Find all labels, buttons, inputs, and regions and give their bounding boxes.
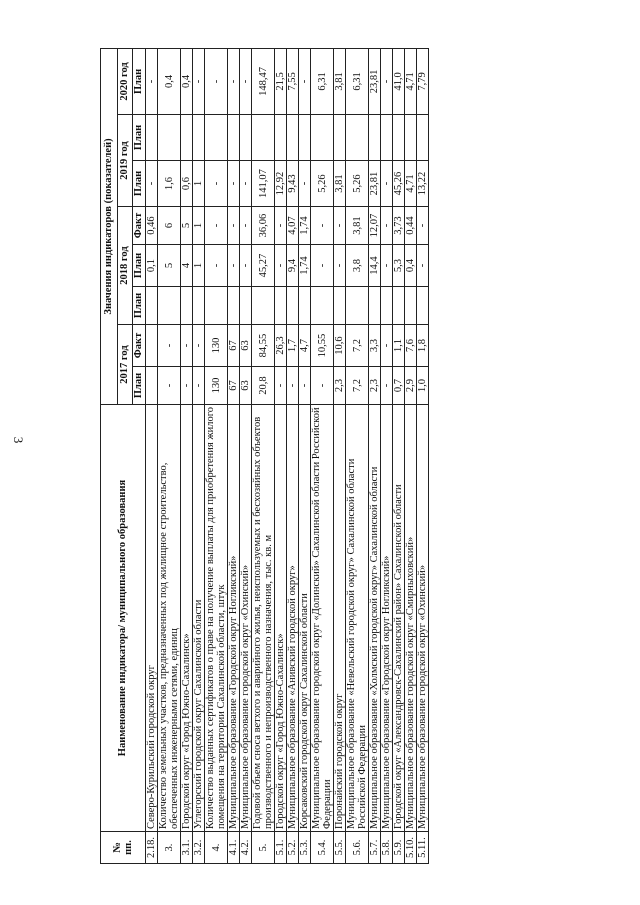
value-cell: 7,2: [346, 367, 369, 405]
value-cell: 3,73: [393, 207, 405, 245]
row-number: 5.1.: [275, 832, 287, 864]
indicator-table-rotated: [100, 49, 630, 864]
empty-cell: [287, 287, 299, 325]
empty-cell: [405, 287, 417, 325]
table-row: [381, 48, 393, 863]
table-row: [252, 48, 275, 863]
value-cell: 4,07: [287, 207, 299, 245]
empty-cell: [275, 115, 287, 161]
value-cell: -: [381, 207, 393, 245]
row-number: 5.9.: [393, 832, 405, 864]
row-name: Количество выданных сертификатов о праве на получение выплаты для приобретения жилого помещения на территории Сахалинской области, штук: [205, 405, 228, 832]
row-number: 5.5.: [334, 832, 346, 864]
empty-cell: [146, 115, 158, 161]
empty-cell: [417, 287, 429, 325]
page-number: 3: [11, 436, 26, 444]
value-cell: 41,0: [393, 48, 405, 114]
row-number: 2.18.: [146, 832, 158, 864]
row-name: Городской округ «Город Южно-Сахалинск»: [181, 405, 193, 832]
header-year-2017: 2017 год: [118, 325, 133, 405]
value-cell: -: [381, 245, 393, 287]
row-number: 3.2.: [193, 832, 205, 864]
value-cell: -: [205, 161, 228, 207]
value-cell: -: [311, 207, 334, 245]
value-cell: 141,07: [252, 161, 275, 207]
empty-cell: [381, 287, 393, 325]
empty-cell: [369, 115, 381, 161]
value-cell: -: [299, 161, 311, 207]
value-cell: 4,71: [405, 48, 417, 114]
row-number: 5.11.: [417, 832, 429, 864]
value-cell: 4,7: [299, 325, 311, 367]
value-cell: -: [181, 325, 193, 367]
table-row: [158, 48, 181, 863]
value-cell: 1,0: [417, 367, 429, 405]
value-cell: 3,8: [346, 245, 369, 287]
value-cell: 1,7: [287, 325, 299, 367]
value-cell: -: [275, 367, 287, 405]
value-cell: 2,9: [405, 367, 417, 405]
value-cell: 1: [193, 161, 205, 207]
value-cell: 13,22: [417, 161, 429, 207]
table-row: [369, 48, 381, 863]
value-cell: 5,26: [346, 161, 369, 207]
table-row: [405, 48, 417, 863]
value-cell: [146, 325, 158, 367]
empty-cell: [181, 115, 193, 161]
value-cell: -: [228, 161, 240, 207]
value-cell: [146, 367, 158, 405]
value-cell: 130: [205, 325, 228, 367]
empty-cell: [393, 115, 405, 161]
empty-cell: [346, 115, 369, 161]
row-number: 5.4.: [311, 832, 334, 864]
empty-cell: [381, 115, 393, 161]
value-cell: 1: [193, 245, 205, 287]
empty-cell: [299, 115, 311, 161]
value-cell: -: [158, 367, 181, 405]
value-cell: 1: [193, 207, 205, 245]
row-name: Городской округ «Александровск-Сахалинский район» Сахалинской области: [393, 405, 405, 832]
table-row: [311, 48, 334, 863]
row-number: 4.: [205, 832, 228, 864]
value-cell: 84,55: [252, 325, 275, 367]
empty-cell: [181, 287, 193, 325]
row-name: Муниципальное образование «Невельский городской округ» Сахалинской области Российской Федерации: [346, 405, 369, 832]
value-cell: -: [146, 161, 158, 207]
value-cell: 0,7: [393, 367, 405, 405]
value-cell: -: [240, 161, 252, 207]
value-cell: -: [240, 245, 252, 287]
value-cell: -: [334, 245, 346, 287]
indicator-table: [100, 48, 429, 864]
empty-cell: [252, 287, 275, 325]
value-cell: 0,4: [181, 48, 193, 114]
value-cell: 12,07: [369, 207, 381, 245]
value-cell: 3,81: [334, 161, 346, 207]
row-number: 5.7.: [369, 832, 381, 864]
table-row: [346, 48, 369, 863]
value-cell: 7,2: [346, 325, 369, 367]
value-cell: -: [334, 207, 346, 245]
value-cell: 2,3: [334, 367, 346, 405]
row-name: Муниципальное образование городской округ «Смирныховский»: [405, 405, 417, 832]
value-cell: 0,1: [146, 245, 158, 287]
header-plan: План: [133, 48, 146, 114]
value-cell: -: [193, 325, 205, 367]
value-cell: 26,3: [275, 325, 287, 367]
value-cell: -: [158, 325, 181, 367]
empty-cell: [311, 115, 334, 161]
header-year-2018: 2018 год: [118, 207, 133, 325]
header-plan: План: [133, 367, 146, 405]
empty-cell: [417, 115, 429, 161]
row-name: Городской округ «Город Южно-Сахалинск»: [275, 405, 287, 832]
empty-cell: [346, 287, 369, 325]
value-cell: -: [275, 207, 287, 245]
empty-cell: [252, 115, 275, 161]
value-cell: 4: [181, 245, 193, 287]
value-cell: -: [417, 245, 429, 287]
value-cell: -: [299, 48, 311, 114]
empty-cell: [405, 115, 417, 161]
value-cell: 23,81: [369, 161, 381, 207]
value-cell: 1,1: [393, 325, 405, 367]
value-cell: 5: [158, 245, 181, 287]
value-cell: 20,8: [252, 367, 275, 405]
table-row: [299, 48, 311, 863]
empty-cell: [299, 287, 311, 325]
row-name: Поронайский городской округ: [334, 405, 346, 832]
empty-cell: [393, 287, 405, 325]
value-cell: 9,4: [287, 245, 299, 287]
value-cell: 45,26: [393, 161, 405, 207]
value-cell: 130: [205, 367, 228, 405]
row-name: Количество земельных участков, предназначенных под жилищное строительство, обеспеченных инженерными сетями, единиц: [158, 405, 181, 832]
table-row: [287, 48, 299, 863]
header-year-2020: 2020 год: [118, 48, 133, 114]
value-cell: 1,8: [417, 325, 429, 367]
row-number: 4.1.: [228, 832, 240, 864]
value-cell: -: [205, 245, 228, 287]
value-cell: -: [193, 367, 205, 405]
empty-cell: [228, 115, 240, 161]
value-cell: -: [181, 367, 193, 405]
empty-cell: [334, 287, 346, 325]
empty-cell: [158, 287, 181, 325]
header-plan: План: [133, 115, 146, 161]
value-cell: 45,27: [252, 245, 275, 287]
value-cell: 6,31: [311, 48, 334, 114]
empty-cell: [146, 287, 158, 325]
empty-cell: [334, 115, 346, 161]
value-cell: -: [417, 207, 429, 245]
empty-cell: [205, 115, 228, 161]
header-no: № пп.: [101, 832, 146, 864]
table-row: [393, 48, 405, 863]
empty-cell: [369, 287, 381, 325]
empty-cell: [205, 287, 228, 325]
value-cell: 9,43: [287, 161, 299, 207]
row-name: Муниципальное образование «Анивский городской округ»: [287, 405, 299, 832]
row-name: Муниципальное образование «Городской округ Ногликский»: [381, 405, 393, 832]
table-row: [228, 48, 240, 863]
value-cell: 7,6: [405, 325, 417, 367]
value-cell: -: [193, 48, 205, 114]
header-fact: Факт: [133, 325, 146, 367]
value-cell: -: [240, 48, 252, 114]
empty-cell: [287, 115, 299, 161]
empty-cell: [193, 287, 205, 325]
table-row: [334, 48, 346, 863]
row-name: Углегорский городской округ Сахалинской области: [193, 405, 205, 832]
row-number: 5.3.: [299, 832, 311, 864]
value-cell: -: [381, 367, 393, 405]
value-cell: 21,5: [275, 48, 287, 114]
value-cell: -: [381, 325, 393, 367]
row-name: Северо-Курильский городской округ: [146, 405, 158, 832]
value-cell: 7,55: [287, 48, 299, 114]
value-cell: 0,6: [181, 161, 193, 207]
row-name: Муниципальное образование «Холмский городской округ» Сахалинской области: [369, 405, 381, 832]
empty-cell: [240, 287, 252, 325]
value-cell: 67: [228, 367, 240, 405]
value-cell: 12,92: [275, 161, 287, 207]
empty-cell: [228, 287, 240, 325]
header-year-2019: 2019 год: [118, 115, 133, 207]
value-cell: -: [299, 367, 311, 405]
value-cell: -: [205, 207, 228, 245]
value-cell: -: [311, 367, 334, 405]
value-cell: -: [381, 161, 393, 207]
row-name: Корсаковский городской округ Сахалинской области: [299, 405, 311, 832]
value-cell: 2,3: [369, 367, 381, 405]
row-number: 4.2.: [240, 832, 252, 864]
value-cell: 3,3: [369, 325, 381, 367]
row-name: Муниципальное образование городской округ «Охинский»: [417, 405, 429, 832]
empty-cell: [158, 115, 181, 161]
value-cell: 1,74: [299, 207, 311, 245]
value-cell: 63: [240, 325, 252, 367]
value-cell: -: [228, 207, 240, 245]
header-plan: План: [133, 161, 146, 207]
value-cell: 5,26: [311, 161, 334, 207]
value-cell: 6,31: [346, 48, 369, 114]
value-cell: 67: [228, 325, 240, 367]
value-cell: 0,44: [405, 207, 417, 245]
empty-cell: [240, 115, 252, 161]
value-cell: -: [287, 367, 299, 405]
value-cell: 10,55: [311, 325, 334, 367]
row-number: 5.6.: [346, 832, 369, 864]
row-number: 3.: [158, 832, 181, 864]
header-group: Значения индикаторов (показателей): [101, 48, 118, 404]
value-cell: 23,81: [369, 48, 381, 114]
table-row: [417, 48, 429, 863]
row-number: 3.1.: [181, 832, 193, 864]
value-cell: 0,4: [158, 48, 181, 114]
value-cell: -: [381, 48, 393, 114]
row-name: Муниципальное образование городской округ «Охинский»: [240, 405, 252, 832]
table-body: [146, 48, 429, 863]
value-cell: -: [275, 245, 287, 287]
value-cell: -: [205, 48, 228, 114]
header-plan: План: [133, 287, 146, 325]
value-cell: -: [240, 207, 252, 245]
value-cell: -: [311, 245, 334, 287]
row-name: Муниципальное образование «Городской округ Ногликский»: [228, 405, 240, 832]
header-name: Наименование индикатора/ муниципального образования: [101, 405, 146, 832]
table-row: [193, 48, 205, 863]
table-row: [146, 48, 158, 863]
row-name: Муниципальное образование городской округ «Долинский» Сахалинской области Российской Федерации: [311, 405, 334, 832]
value-cell: 14,4: [369, 245, 381, 287]
value-cell: 3,81: [334, 48, 346, 114]
value-cell: 5,3: [393, 245, 405, 287]
value-cell: -: [228, 245, 240, 287]
row-number: 5.2.: [287, 832, 299, 864]
value-cell: 36,06: [252, 207, 275, 245]
value-cell: 0,46: [146, 207, 158, 245]
value-cell: 1,74: [299, 245, 311, 287]
value-cell: 10,6: [334, 325, 346, 367]
value-cell: -: [228, 48, 240, 114]
value-cell: 1,6: [158, 161, 181, 207]
value-cell: 0,4: [405, 245, 417, 287]
value-cell: 63: [240, 367, 252, 405]
table-row: [240, 48, 252, 863]
header-plan: План: [133, 245, 146, 287]
empty-cell: [275, 287, 287, 325]
value-cell: 7,79: [417, 48, 429, 114]
row-number: 5.8.: [381, 832, 393, 864]
row-number: 5.10.: [405, 832, 417, 864]
row-number: 5.: [252, 832, 275, 864]
value-cell: 5: [181, 207, 193, 245]
row-name: Годовой объем сноса ветхого и аварийного жилья, неиспользуемых и бесхозяйных объектов производственного и непроизводственного назначения, тыс. кв. м: [252, 405, 275, 832]
value-cell: 4,71: [405, 161, 417, 207]
value-cell: 6: [158, 207, 181, 245]
value-cell: 3,81: [346, 207, 369, 245]
header-fact: Факт: [133, 207, 146, 245]
value-cell: -: [146, 48, 158, 114]
empty-cell: [311, 287, 334, 325]
empty-cell: [193, 115, 205, 161]
table-row: [205, 48, 228, 863]
value-cell: 148,47: [252, 48, 275, 114]
table-row: [275, 48, 287, 863]
table-row: [181, 48, 193, 863]
